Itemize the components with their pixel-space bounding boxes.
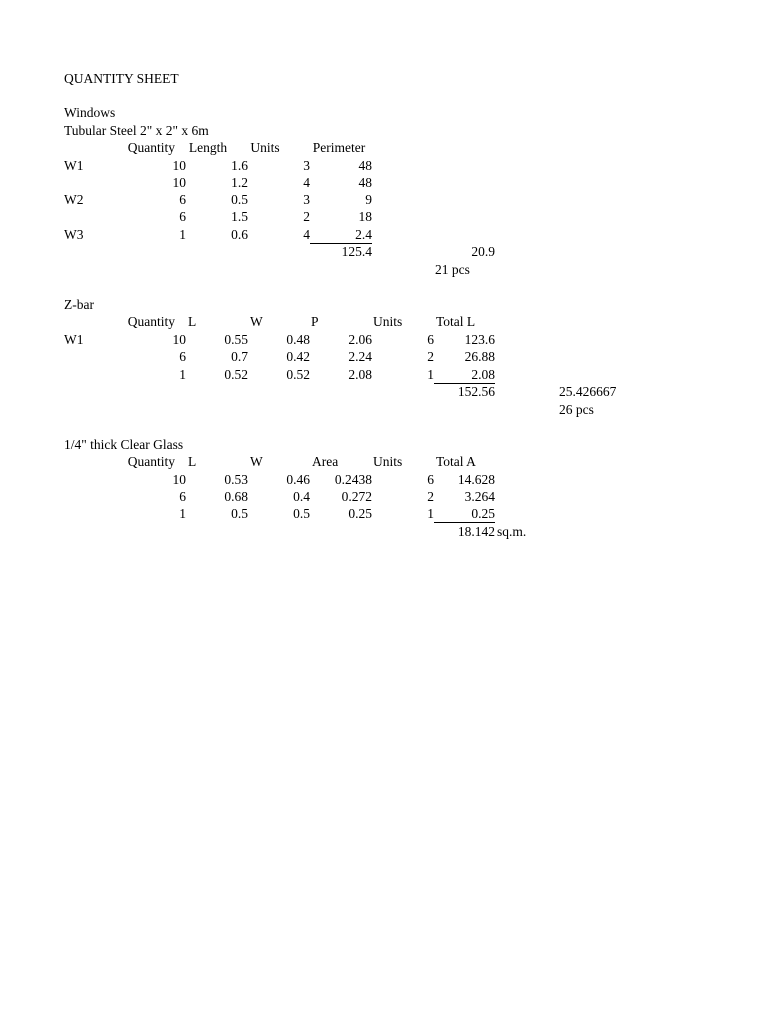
zbar-row-total: 26.88	[464, 349, 495, 364]
zbar-row-units: 2	[427, 349, 434, 364]
zbar-header-l: L	[188, 314, 197, 329]
windows-header-units: Units	[250, 140, 280, 155]
glass-total: 18.142	[457, 524, 495, 539]
windows-row-label: W2	[64, 192, 84, 207]
glass-row-area: 0.272	[341, 489, 372, 504]
glass-header-l: L	[188, 454, 197, 469]
windows-row-length: 1.2	[231, 175, 248, 190]
windows-row-label: W1	[64, 158, 84, 173]
zbar-total: 152.56	[457, 384, 495, 399]
zbar-pieces: 26 pcs	[559, 402, 594, 417]
glass-row-l: 0.5	[231, 506, 248, 521]
windows-row-length: 1.5	[231, 209, 248, 224]
glass-header-area: Area	[312, 454, 339, 469]
windows-row-perimeter: 2.4	[355, 227, 372, 242]
zbar-row-units: 6	[427, 332, 434, 347]
zbar-row-label: W1	[64, 332, 84, 347]
zbar-header-w: W	[250, 314, 263, 329]
glass-heading: 1/4" thick Clear Glass	[64, 437, 184, 452]
windows-row-units: 3	[303, 192, 310, 207]
zbar-row-quantity: 1	[179, 367, 186, 382]
zbar-row-units: 1	[427, 367, 434, 382]
glass-row-l: 0.53	[224, 472, 248, 487]
zbar-row-l: 0.52	[224, 367, 248, 382]
glass-row-area: 0.25	[348, 506, 372, 521]
windows-row-units: 4	[303, 175, 310, 190]
glass-row-area: 0.2438	[334, 472, 372, 487]
windows-subheading: Tubular Steel 2" x 2" x 6m	[64, 123, 209, 138]
glass-row-quantity: 6	[179, 489, 186, 504]
zbar-row-total: 2.08	[471, 367, 495, 382]
windows-row-units: 4	[303, 227, 310, 242]
glass-row-l: 0.68	[224, 489, 248, 504]
glass-row-total: 0.25	[471, 506, 495, 521]
zbar-header-total-l: Total L	[436, 314, 476, 329]
glass-row-units: 6	[427, 472, 434, 487]
glass-total-unit: sq.m.	[497, 524, 527, 539]
glass-row-units: 1	[427, 506, 434, 521]
zbar-row-w: 0.52	[286, 367, 310, 382]
windows-header-length: Length	[188, 140, 228, 155]
windows-row-quantity: 6	[179, 209, 186, 224]
zbar-row-w: 0.42	[286, 349, 310, 364]
windows-row-length: 0.5	[231, 192, 248, 207]
windows-row-quantity: 1	[179, 227, 186, 242]
windows-row-perimeter: 48	[358, 175, 372, 190]
windows-row-label: W3	[64, 227, 84, 242]
zbar-header-units: Units	[373, 314, 403, 329]
glass-row-w: 0.5	[293, 506, 310, 521]
zbar-row-p: 2.24	[348, 349, 372, 364]
glass-header-quantity: Quantity	[127, 454, 175, 469]
zbar-row-w: 0.48	[286, 332, 310, 347]
glass-row-w: 0.4	[293, 489, 310, 504]
zbar-row-l: 0.55	[224, 332, 248, 347]
glass-header-total-a: Total A	[436, 454, 476, 469]
glass-row-total: 14.628	[457, 472, 495, 487]
windows-total: 125.4	[341, 244, 372, 259]
glass-header-units: Units	[373, 454, 403, 469]
zbar-row-total: 123.6	[464, 332, 495, 347]
windows-row-units: 3	[303, 158, 310, 173]
zbar-header-quantity: Quantity	[127, 314, 175, 329]
windows-header-perimeter: Perimeter	[312, 140, 366, 155]
glass-row-quantity: 10	[172, 472, 186, 487]
windows-row-quantity: 10	[172, 175, 186, 190]
glass-row-quantity: 1	[179, 506, 186, 521]
zbar-row-p: 2.06	[348, 332, 372, 347]
zbar-lengths-needed: 25.426667	[559, 384, 617, 399]
windows-row-length: 1.6	[231, 158, 248, 173]
zbar-row-quantity: 10	[172, 332, 186, 347]
zbar-header-p: P	[311, 314, 319, 329]
glass-row-total: 3.264	[464, 489, 495, 504]
windows-heading: Windows	[64, 105, 116, 120]
zbar-row-quantity: 6	[179, 349, 186, 364]
windows-row-quantity: 10	[172, 158, 186, 173]
glass-row-units: 2	[427, 489, 434, 504]
windows-row-perimeter: 48	[358, 158, 372, 173]
windows-header-quantity: Quantity	[127, 140, 175, 155]
windows-row-quantity: 6	[179, 192, 186, 207]
zbar-heading: Z-bar	[64, 297, 94, 312]
windows-lengths-needed: 20.9	[471, 244, 495, 259]
glass-row-w: 0.46	[286, 472, 310, 487]
zbar-row-l: 0.7	[231, 349, 248, 364]
windows-row-perimeter: 18	[358, 209, 372, 224]
windows-row-length: 0.6	[231, 227, 248, 242]
glass-header-w: W	[250, 454, 263, 469]
windows-row-units: 2	[303, 209, 310, 224]
windows-pieces: 21 pcs	[435, 262, 470, 277]
windows-row-perimeter: 9	[365, 192, 372, 207]
page-title: QUANTITY SHEET	[64, 71, 179, 86]
zbar-row-p: 2.08	[348, 367, 372, 382]
